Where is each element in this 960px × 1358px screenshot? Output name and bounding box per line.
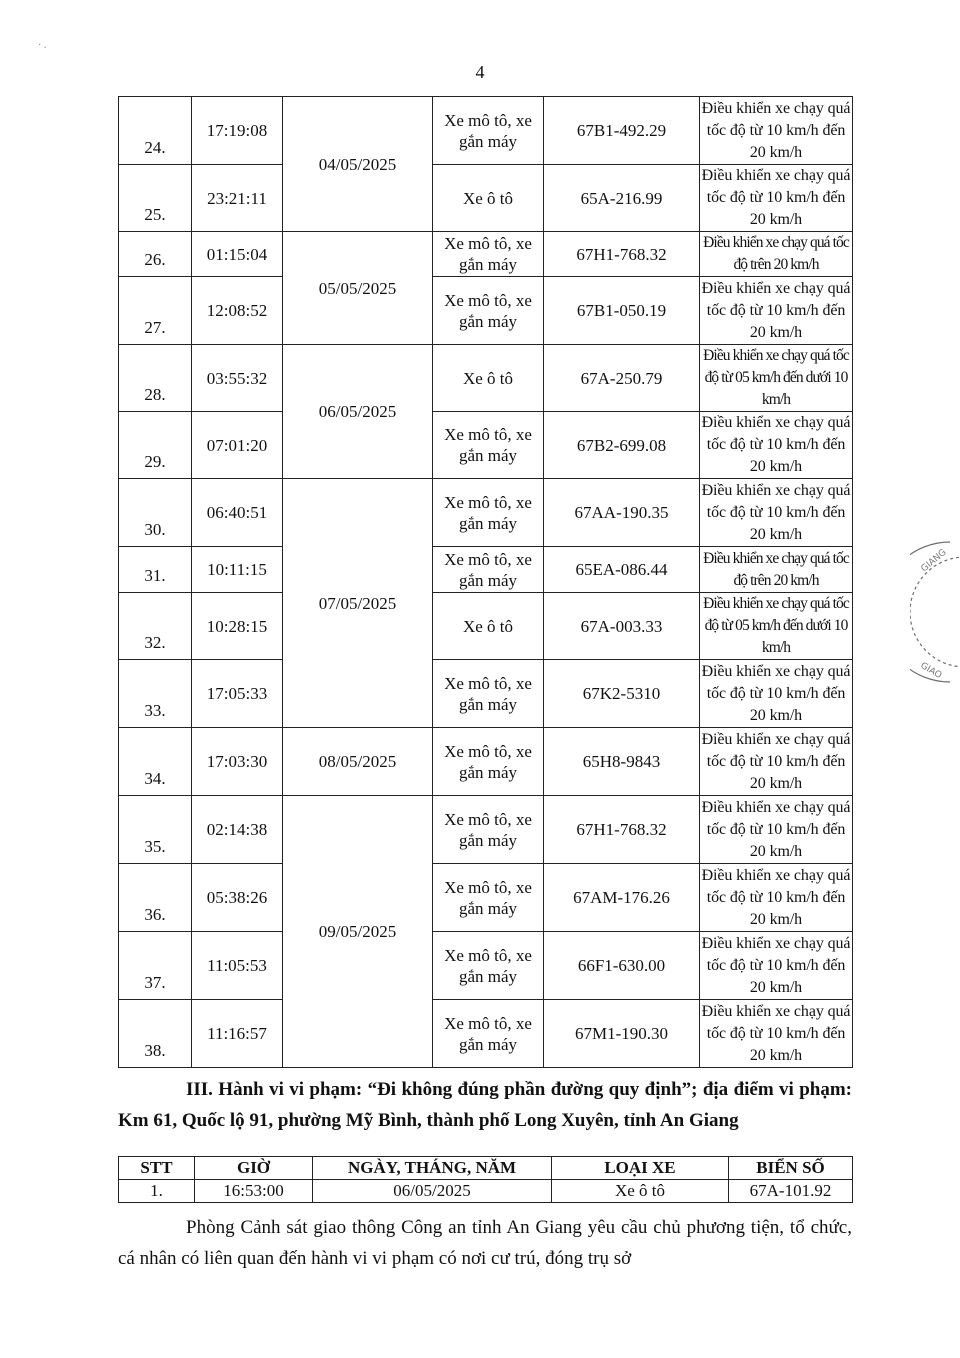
cell-plate: 67H1-768.32 [544,232,700,277]
cell-time: 12:08:52 [192,277,283,345]
svg-text:GIAO: GIAO [918,660,944,681]
cell-plate: 67B2-699.08 [544,412,700,479]
cell-behavior: Điều khiển xe chạy quá tốc độ từ 10 km/h đến 20 km/h [700,97,853,165]
cell-behavior: Điều khiển xe chạy quá tốc độ từ 10 km/h đến 20 km/h [700,412,853,479]
cell-time: 17:05:33 [192,660,283,728]
table-row [119,232,853,277]
cell-vehicle: Xe mô tô, xe gắn máy [433,660,544,728]
table-row [119,660,853,728]
cell-time: 03:55:32 [192,345,283,412]
violations-table [118,96,853,1068]
cell-vehicle: Xe mô tô, xe gắn máy [433,1000,544,1068]
cell-vehicle: Xe mô tô, xe gắn máy [433,479,544,547]
cell-behavior: Điều khiển xe chạy quá tốc độ từ 10 km/h đến 20 km/h [700,479,853,547]
svg-text:GIANG: GIANG [919,547,949,575]
cell-behavior: Điều khiển xe chạy quá tốc độ từ 10 km/h đến 20 km/h [700,277,853,345]
cell-plate: 67A-101.92 [729,1180,853,1203]
table-row [119,479,853,547]
cell-vehicle: Xe mô tô, xe gắn máy [433,97,544,165]
table-row [119,593,853,660]
table-row [119,728,853,796]
cell-date: 06/05/2025 [313,1180,552,1203]
header-plate: BIỂN SỐ [729,1157,853,1180]
cell-plate: 67B1-492.29 [544,97,700,165]
table-row [119,277,853,345]
cell-plate: 67A-250.79 [544,345,700,412]
closing-paragraph [118,1212,852,1274]
cell-date: 05/05/2025 [283,232,433,345]
cell-date: 06/05/2025 [283,345,433,479]
cell-stt: 37. [119,932,192,1000]
section-3-table-header [119,1157,853,1180]
cell-stt: 35. [119,796,192,864]
cell-date: 07/05/2025 [283,479,433,728]
cell-plate: 67A-003.33 [544,593,700,660]
cell-stt: 32. [119,593,192,660]
table-row [119,97,853,165]
cell-plate: 65EA-086.44 [544,547,700,593]
cell-vehicle: Xe mô tô, xe gắn máy [433,547,544,593]
cell-stt: 29. [119,412,192,479]
header-time: GIỜ [195,1157,313,1180]
cell-plate: 67B1-050.19 [544,277,700,345]
table-row [119,547,853,593]
cell-stt: 36. [119,864,192,932]
section-3-table [118,1156,853,1203]
cell-behavior: Điều khiển xe chạy quá tốc độ từ 10 km/h đến 20 km/h [700,165,853,232]
cell-behavior: Điều khiển xe chạy quá tốc độ từ 10 km/h đến 20 km/h [700,728,853,796]
cell-plate: 67K2-5310 [544,660,700,728]
table-row [119,1000,853,1068]
cell-stt: 33. [119,660,192,728]
cell-stt: 28. [119,345,192,412]
header-vehicle: LOẠI XE [552,1157,729,1180]
cell-behavior: Điều khiển xe chạy quá tốc độ từ 05 km/h đến dưới 10 km/h [700,593,853,660]
cell-behavior: Điều khiển xe chạy quá tốc độ từ 10 km/h đến 20 km/h [700,1000,853,1068]
cell-time: 16:53:00 [195,1180,313,1203]
cell-behavior: Điều khiển xe chạy quá tốc độ trên 20 km/h [700,232,853,277]
cell-time: 06:40:51 [192,479,283,547]
cell-time: 11:16:57 [192,1000,283,1068]
cell-stt: 24. [119,97,192,165]
cell-stt: 25. [119,165,192,232]
cell-vehicle: Xe mô tô, xe gắn máy [433,728,544,796]
table-row [119,165,853,232]
cell-time: 02:14:38 [192,796,283,864]
cell-vehicle: Xe ô tô [433,165,544,232]
section-3-text: III. Hành vi vi phạm: “Đi không đúng phần đường quy định”; địa điểm vi phạm: Km 61, Quốc lộ 91, phường Mỹ Bình, thành phố Long Xuyên, tỉnh An Giang [118,1079,852,1131]
cell-time: 17:19:08 [192,97,283,165]
cell-date: 04/05/2025 [283,97,433,232]
cell-stt: 30. [119,479,192,547]
cell-behavior: Điều khiển xe chạy quá tốc độ từ 10 km/h đến 20 km/h [700,660,853,728]
table-row [119,796,853,864]
cell-time: 05:38:26 [192,864,283,932]
cell-plate: 67M1-190.30 [544,1000,700,1068]
cell-stt: 26. [119,232,192,277]
cell-behavior: Điều khiển xe chạy quá tốc độ từ 10 km/h đến 20 km/h [700,796,853,864]
cell-behavior: Điều khiển xe chạy quá tốc độ trên 20 km/h [700,547,853,593]
cell-stt: 34. [119,728,192,796]
cell-plate: 67AA-190.35 [544,479,700,547]
page-number: 4 [475,62,485,82]
cell-vehicle: Xe ô tô [552,1180,729,1203]
cell-time: 07:01:20 [192,412,283,479]
cell-plate: 66F1-630.00 [544,932,700,1000]
cell-plate: 67H1-768.32 [544,796,700,864]
cell-vehicle: Xe ô tô [433,593,544,660]
cell-vehicle: Xe mô tô, xe gắn máy [433,932,544,1000]
scan-specks: · . [38,40,47,51]
cell-stt: 27. [119,277,192,345]
section-3-heading [118,1074,852,1136]
cell-behavior: Điều khiển xe chạy quá tốc độ từ 10 km/h đến 20 km/h [700,864,853,932]
cell-time: 17:03:30 [192,728,283,796]
table-row [119,1180,853,1203]
cell-plate: 65A-216.99 [544,165,700,232]
table-row [119,412,853,479]
cell-date: 09/05/2025 [283,796,433,1068]
cell-stt: 1. [119,1180,195,1203]
header-date: NGÀY, THÁNG, NĂM [313,1157,552,1180]
cell-vehicle: Xe mô tô, xe gắn máy [433,232,544,277]
cell-stt: 38. [119,1000,192,1068]
table-row [119,345,853,412]
cell-behavior: Điều khiển xe chạy quá tốc độ từ 05 km/h đến dưới 10 km/h [700,345,853,412]
cell-vehicle: Xe ô tô [433,345,544,412]
violations-table-body [119,97,853,1068]
cell-vehicle: Xe mô tô, xe gắn máy [433,412,544,479]
official-stamp [910,532,960,692]
table-row [119,932,853,1000]
cell-stt: 31. [119,547,192,593]
cell-vehicle: Xe mô tô, xe gắn máy [433,277,544,345]
cell-plate: 67AM-176.26 [544,864,700,932]
cell-vehicle: Xe mô tô, xe gắn máy [433,796,544,864]
cell-date: 08/05/2025 [283,728,433,796]
cell-time: 11:05:53 [192,932,283,1000]
closing-paragraph-text: Phòng Cảnh sát giao thông Công an tỉnh An Giang yêu cầu chủ phương tiện, tổ chức, cá nhân có liên quan đến hành vi vi phạm có nơi cư trú, đóng trụ sở [118,1217,852,1269]
cell-time: 10:28:15 [192,593,283,660]
cell-time: 10:11:15 [192,547,283,593]
cell-vehicle: Xe mô tô, xe gắn máy [433,864,544,932]
header-stt: STT [119,1157,195,1180]
cell-time: 23:21:11 [192,165,283,232]
cell-plate: 65H8-9843 [544,728,700,796]
table-row [119,864,853,932]
cell-behavior: Điều khiển xe chạy quá tốc độ từ 10 km/h đến 20 km/h [700,932,853,1000]
cell-time: 01:15:04 [192,232,283,277]
